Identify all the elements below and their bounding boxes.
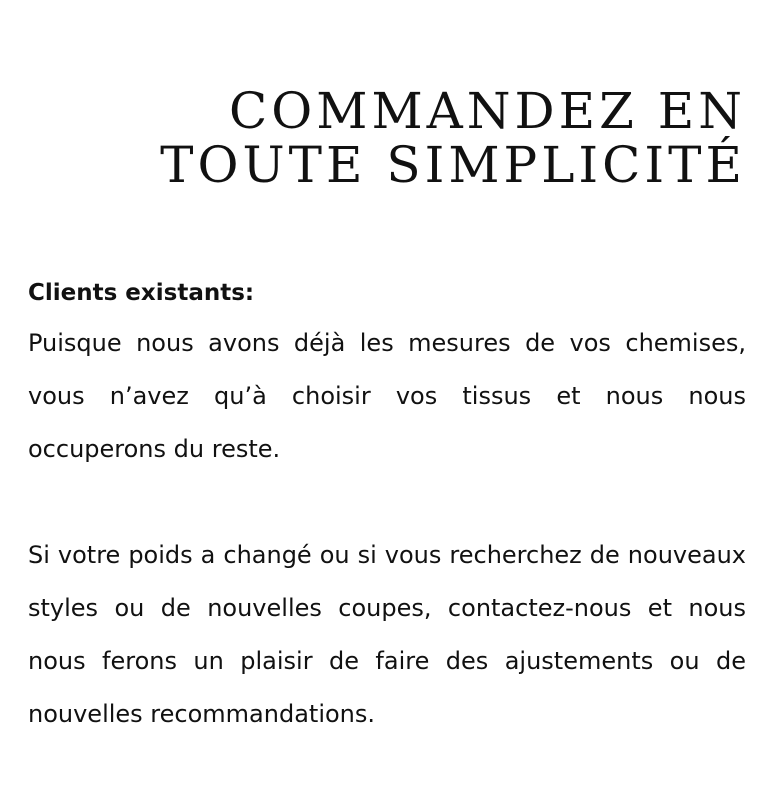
- paragraph-adjustments: Si votre poids a changé ou si vous recherchez de nouveaux styles ou de nouvelles coupes, contactez-nous et nous nous ferons un plaisir de faire des ajustements ou de nouvelles recommandations.: [28, 541, 746, 728]
- paragraph-existing-clients: Puisque nous avons déjà les mesures de vos chemises, vous n’avez qu’à choisir vos tissus et nous nous occuperons du reste.: [28, 329, 746, 463]
- page-title-line-1: COMMANDEZ EN: [229, 82, 746, 140]
- page-title: [28, 84, 746, 192]
- section-subheading: Clients existants:: [28, 280, 255, 306]
- page-title-line-2: TOUTE SIMPLICITÉ: [160, 136, 746, 194]
